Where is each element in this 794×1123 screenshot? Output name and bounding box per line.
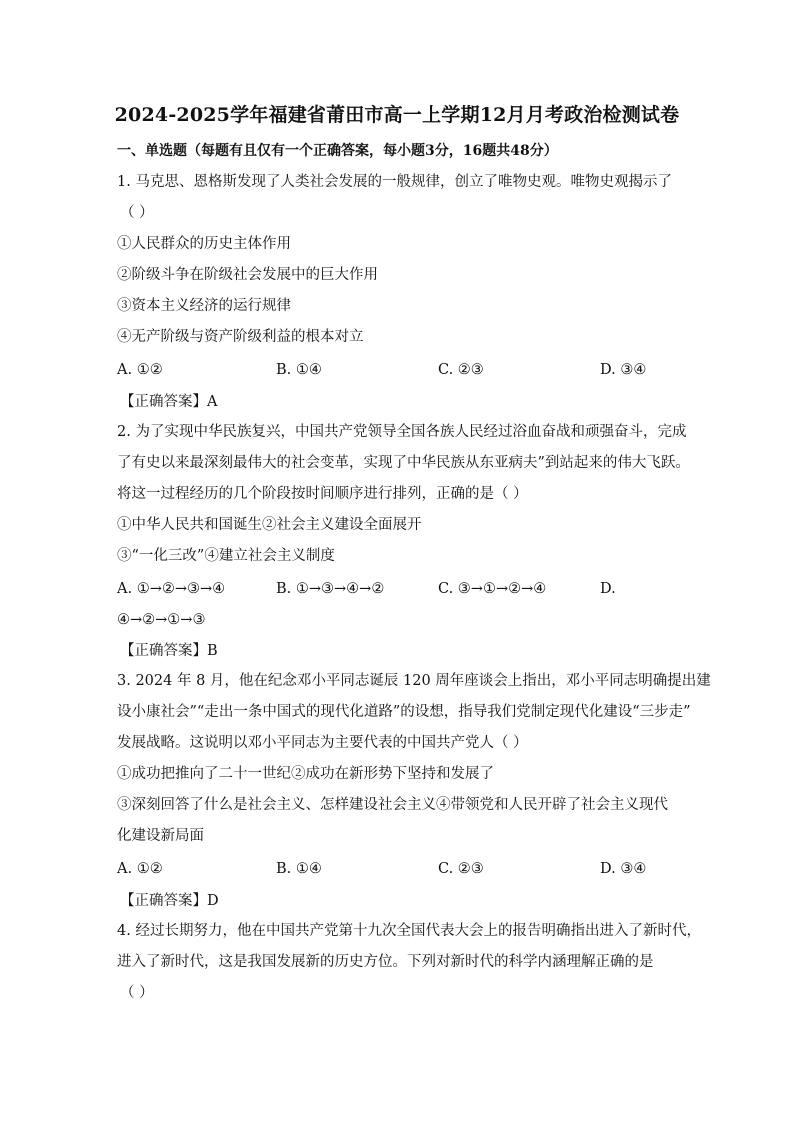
q1-answer: 【正确答案】A [120, 394, 218, 410]
q2-answer: 【正确答案】B [120, 643, 218, 659]
q3-option-a: A. ①② [117, 861, 163, 877]
q3-stem-line-2: 设小康社会”“走出一条中国式的现代化道路”的设想，指导我们党制定现代化建设“三步走” [117, 704, 691, 720]
q2-stem-line-3: 将这一过程经历的几个阶段按时间顺序进行排列，正确的是（ ） [117, 486, 528, 502]
q1-option-d: D. ③④ [600, 362, 647, 378]
q1-item-1: ①人民群众的历史主体作用 [117, 236, 291, 252]
q2-stem-line-2: 了有史以来最深刻最伟大的社会变革，实现了中华民族从东亚病夫”到站起来的伟大飞跃。 [117, 455, 690, 471]
q1-stem-line-1: 1. 马克思、恩格斯发现了人类社会发展的一般规律，创立了唯物史观。唯物史观揭示了 [117, 174, 672, 190]
q1-option-c: C. ②③ [438, 362, 484, 378]
q2-item-1: ①中华人民共和国诞生②社会主义建设全面展开 [117, 517, 422, 533]
q2-item-2: ③“一化三改”④建立社会主义制度 [117, 548, 335, 564]
q2-option-b: B. ①→③→④→② [276, 581, 385, 597]
q4-stem-line-1: 4. 经过长期努力，他在中国共产党第十九次全国代表大会上的报告明确指出进入了新时代， [117, 923, 701, 939]
q2-option-d: D. [600, 581, 616, 597]
q3-option-b: B. ①④ [276, 861, 322, 877]
q3-stem-line-1: 3. 2024 年 8 月，他在纪念邓小平同志诞辰 120 周年座谈会上指出，邓小平同志明确提出建 [117, 673, 711, 689]
q1-option-a: A. ①② [117, 362, 163, 378]
q1-option-b: B. ①④ [276, 362, 322, 378]
q3-option-c: C. ②③ [438, 861, 484, 877]
q3-answer: 【正确答案】D [120, 893, 219, 909]
q3-item-2: ③深刻回答了什么是社会主义、怎样建设社会主义④带领党和人民开辟了社会主义现代 [117, 797, 668, 813]
section-heading: 一、单选题（每题有且仅有一个正确答案，每小题3分，16题共48分） [117, 143, 558, 159]
q2-option-d-value: ④→②→①→③ [117, 612, 206, 628]
q3-item-3: 化建设新局面 [117, 828, 204, 844]
q3-stem-line-3: 发展战略。这说明以邓小平同志为主要代表的中国共产党人（ ） [117, 735, 528, 751]
q1-item-2: ②阶级斗争在阶级社会发展中的巨大作用 [117, 267, 378, 283]
page-title: 2024-2025学年福建省莆田市高一上学期12月月考政治检测试卷 [114, 104, 680, 126]
q2-stem-line-1: 2. 为了实现中华民族复兴，中国共产党领导全国各族人民经过浴血奋战和顽强奋斗，完成 [117, 424, 687, 440]
q4-stem-line-3: （ ） [120, 985, 154, 1001]
q3-option-d: D. ③④ [600, 861, 647, 877]
q2-option-a: A. ①→②→③→④ [117, 581, 226, 597]
q1-stem-line-2: （ ） [120, 205, 154, 221]
q4-stem-line-2: 进入了新时代，这是我国发展新的历史方位。下列对新时代的科学内涵理解正确的是 [117, 954, 654, 970]
q1-item-4: ④无产阶级与资产阶级利益的根本对立 [117, 329, 364, 345]
q3-item-1: ①成功把推向了二十一世纪②成功在新形势下坚持和发展了 [117, 766, 494, 782]
q1-item-3: ③资本主义经济的运行规律 [117, 298, 291, 314]
q2-option-c: C. ③→①→②→④ [438, 581, 547, 597]
